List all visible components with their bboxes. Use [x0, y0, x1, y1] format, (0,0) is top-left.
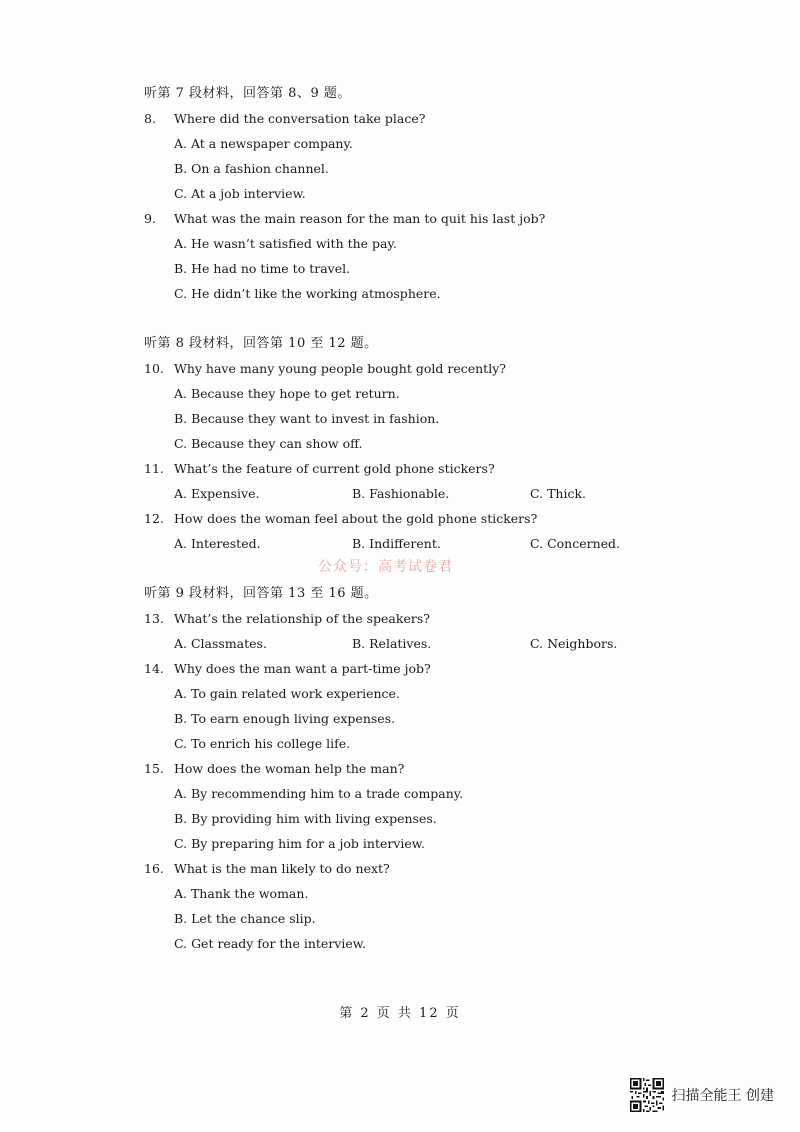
option-c: C. To enrich his college life.: [174, 736, 351, 751]
question-stem: Why have many young people bought gold recently?: [174, 361, 506, 376]
option-a: A. By recommending him to a trade company.: [174, 786, 464, 801]
option-a: A. Classmates.: [174, 636, 267, 651]
option-b: B. Fashionable.: [352, 486, 450, 501]
option-a: A. Thank the woman.: [174, 886, 309, 901]
question-13: [144, 606, 664, 656]
option-c: C. Thick.: [530, 486, 586, 501]
question-stem: How does the woman feel about the gold phone stickers?: [174, 511, 538, 526]
section-title: 听第 8 段材料，回答第 10 至 12 题。: [144, 336, 378, 351]
option-b: B. On a fashion channel.: [174, 161, 329, 176]
question-number: 9.: [144, 211, 156, 226]
option-c: C. Because they can show off.: [174, 436, 363, 451]
option-a: A. He wasn’t satisfied with the pay.: [174, 236, 397, 251]
option-b: B. Because they want to invest in fashion.: [174, 411, 440, 426]
option-a: A. Interested.: [174, 536, 261, 551]
question-9: [144, 206, 664, 306]
question-number: 15.: [144, 761, 164, 776]
watermark: 公众号：高考试卷君: [318, 559, 453, 575]
option-a: A. Because they hope to get return.: [174, 386, 400, 401]
option-b: B. Relatives.: [352, 636, 432, 651]
option-c: C. Concerned.: [530, 536, 621, 551]
question-14: [144, 656, 664, 756]
option-c: C. At a job interview.: [174, 186, 306, 201]
question-12: [144, 506, 664, 556]
option-c: C. He didn’t like the working atmosphere.: [174, 286, 441, 301]
option-b: B. To earn enough living expenses.: [174, 711, 396, 726]
scanner-badge-label: 扫描全能王 创建: [671, 1088, 774, 1104]
option-a: A. At a newspaper company.: [174, 136, 353, 151]
question-15: [144, 756, 664, 856]
section-title: 听第 9 段材料，回答第 13 至 16 题。: [144, 586, 378, 601]
question-stem: What is the man likely to do next?: [174, 861, 390, 876]
option-b: B. By providing him with living expenses.: [174, 811, 437, 826]
page-footer: 第 2 页 共 12 页: [339, 1006, 461, 1021]
option-c: C. Get ready for the interview.: [174, 936, 366, 951]
question-11: [144, 456, 664, 506]
question-stem: Why does the man want a part-time job?: [174, 661, 431, 676]
question-number: 11.: [144, 461, 164, 476]
option-b: B. Indifferent.: [352, 536, 441, 551]
question-stem: What’s the relationship of the speakers?: [174, 611, 430, 626]
option-b: B. He had no time to travel.: [174, 261, 351, 276]
question-16: [144, 856, 664, 956]
page-content: [144, 82, 664, 956]
option-c: C. Neighbors.: [530, 636, 618, 651]
question-stem: What’s the feature of current gold phone stickers?: [174, 461, 495, 476]
option-c: C. By preparing him for a job interview.: [174, 836, 425, 851]
question-number: 14.: [144, 661, 164, 676]
question-number: 8.: [144, 111, 156, 126]
question-10: [144, 356, 664, 456]
option-a: A. To gain related work experience.: [174, 686, 400, 701]
qr-code-icon: [630, 1078, 664, 1112]
question-stem: What was the main reason for the man to quit his last job?: [174, 211, 546, 226]
option-a: A. Expensive.: [174, 486, 260, 501]
section-title: 听第 7 段材料，回答第 8、9 题。: [144, 86, 351, 101]
scanner-badge: [630, 1078, 774, 1112]
question-number: 10.: [144, 361, 164, 376]
question-number: 12.: [144, 511, 164, 526]
question-8: [144, 106, 664, 206]
question-number: 16.: [144, 861, 164, 876]
question-stem: Where did the conversation take place?: [174, 111, 426, 126]
question-number: 13.: [144, 611, 164, 626]
question-stem: How does the woman help the man?: [174, 761, 405, 776]
option-b: B. Let the chance slip.: [174, 911, 316, 926]
